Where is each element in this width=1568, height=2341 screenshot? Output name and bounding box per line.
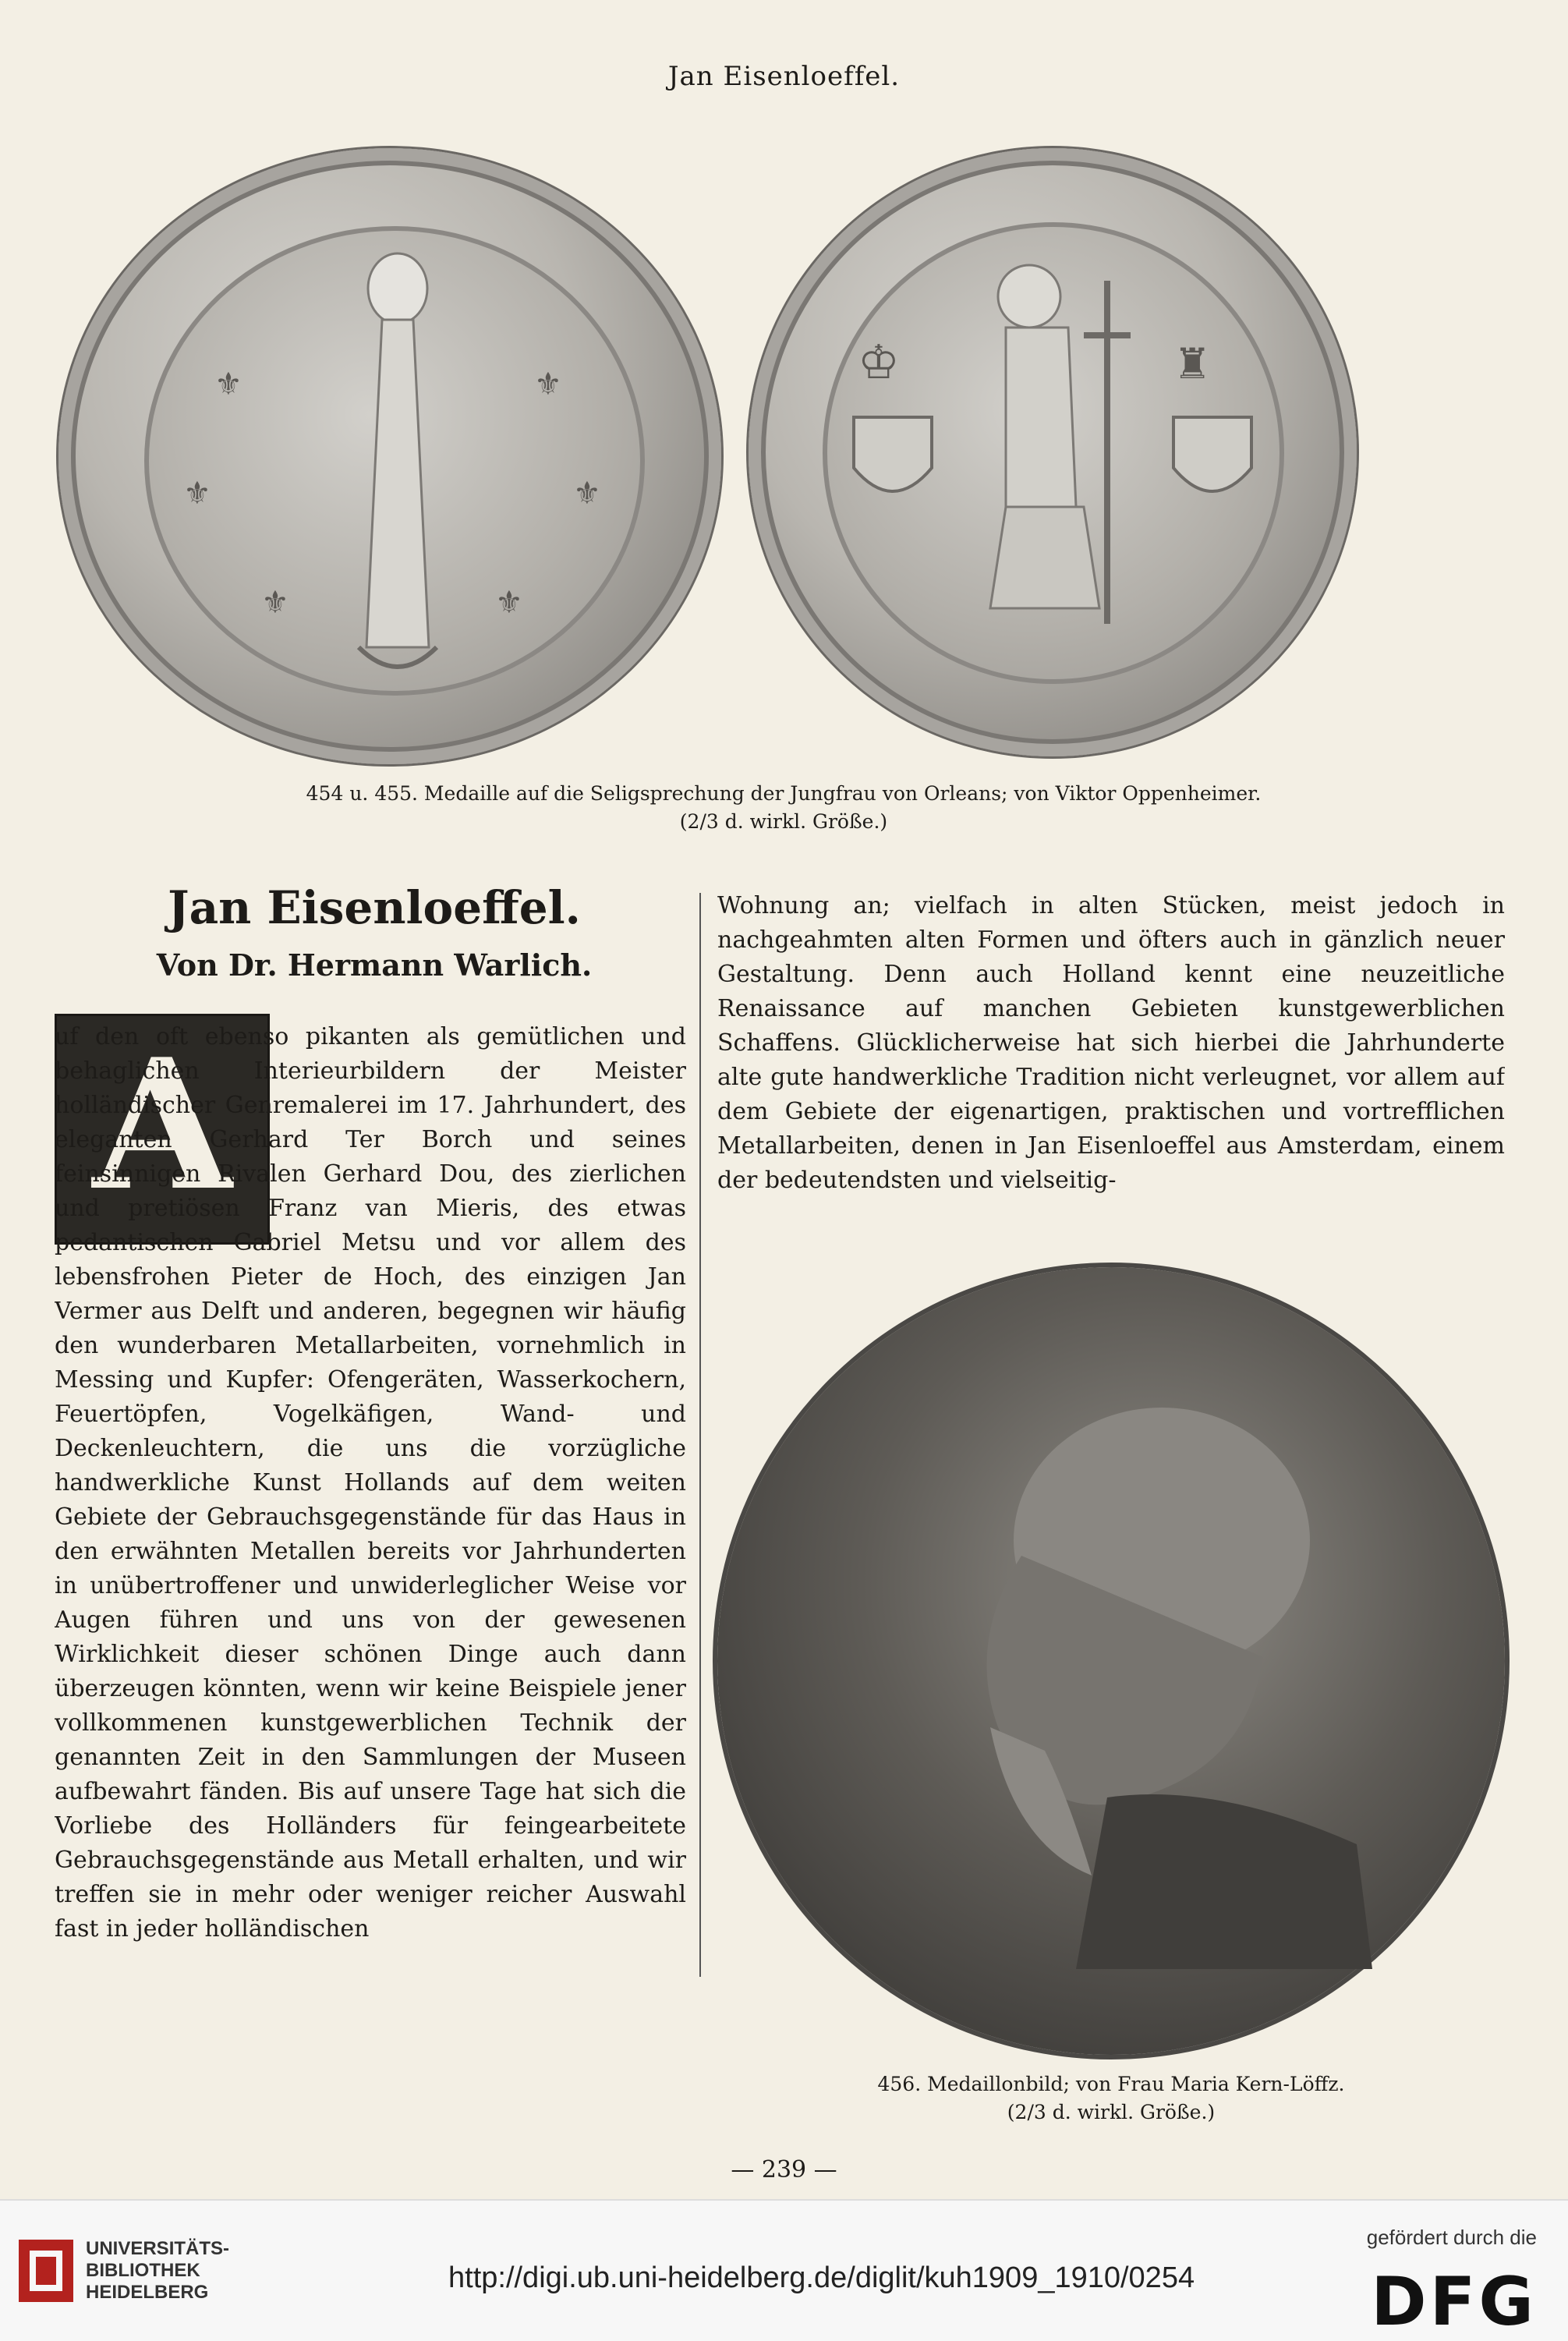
library-name-line: UNIVERSITÄTS- [86,2238,230,2259]
library-name-line: BIBLIOTHEK [86,2260,200,2281]
crown-icon: ♔ [858,335,900,390]
knight-figure-illustration [959,250,1146,655]
fleur-de-lis-icon: ⚜ [261,585,289,621]
article-column-left [55,1020,686,1979]
castle-icon: ♜ [1173,339,1212,388]
medal-image-knight [749,148,1357,756]
article-byline: Von Dr. Hermann Warlich. [156,947,593,983]
shield-icon [1170,413,1255,515]
medallion-portrait-image [717,1267,1505,2055]
shield-icon [850,413,936,515]
fleur-de-lis-icon: ⚜ [573,476,601,512]
article-paragraph: uf den oft ebenso pikanten als gemütlichen und behaglichen Interieurbildern der Meister holländischer Genremalerei im 17. Jahrhundert, des eleganten Gerhard Ter Borch und seines feinsinnigen Rivalen Gerhard Dou, des zierlichen und pretiösen Franz van Mieris, des etwas pedantischen Gabriel Metsu und vor allem des lebensfrohen Pieter de Hoch, des einzigen Jan Vermer aus Delft und anderen, begegnen wir häufig den wunderbaren Metallarbeiten, vornehmlich in Messing und Kupfer: Ofengeräten, Wasserkochern, Feuertöpfen, Vogelkäfigen, Wand- und Deckenleuchtern, die uns die vorzügliche handwerkliche Kunst Hollands auf dem weiten Gebiete der Gebrauchsgegenstände für das Haus in den erwähnten Metallen bereits vor Jahrhunderten in unübertroffener und unwiderleglicher Weise vor Augen führen und uns von der gewesenen Wirklichkeit dieser schönen Dinge auch dann überzeugen könnten, wenn wir keine Beispiele jener vollkommenen kunstgewerblichen Technik der genannten Zeit in den Sammlungen der Museen aufbewahrt fänden. Bis auf unsere Tage hat sich die Vorliebe des Holländers für feingearbeitete Gebrauchsgegenstände aus Metall erhalten, und wir treffen sie in mehr oder weniger reicher Auswahl fast in jeder holländischen [55,1023,686,1943]
running-head: Jan Eisenloeffel. [667,61,901,92]
fleur-de-lis-icon: ⚜ [534,367,562,402]
dfg-logo: DFG [1371,2263,1537,2341]
caption-line: 456. Medaillonbild; von Frau Maria Kern-Löffz. [877,2073,1345,2095]
permalink-url[interactable]: http://digi.ub.uni-heidelberg.de/diglit/kuh1909_1910/0254 [448,2261,1195,2294]
column-divider [699,893,701,1977]
university-library-logo-icon [19,2240,73,2302]
funding-label: gefördert durch die [1366,2226,1537,2249]
madonna-figure-illustration [335,242,460,678]
library-name [86,2238,229,2304]
page-number: — 239 — [731,2156,837,2183]
dropcap-letter: A [92,1020,232,1231]
bearded-man-profile-illustration [811,1361,1419,1969]
medal-image-virgin [58,148,721,764]
fleur-de-lis-icon: ⚜ [495,585,523,621]
caption-line: 454 u. 455. Medaille auf die Seligsprechung der Jungfrau von Orleans; von Viktor Oppenheimer. [306,782,1262,805]
caption-scale: (2/3 d. wirkl. Größe.) [679,810,888,834]
fleur-de-lis-icon: ⚜ [214,367,242,402]
caption-scale: (2/3 d. wirkl. Größe.) [1007,2101,1216,2124]
digitization-footer [0,2199,1568,2341]
library-name-line: HEIDELBERG [86,2282,209,2303]
article-column-right [717,889,1505,1240]
figure-caption-bottom [717,2070,1505,2127]
fleur-de-lis-icon: ⚜ [183,476,211,512]
figure-caption-top [94,780,1474,837]
article-title: Jan Eisenloeffel. [168,881,581,934]
article-paragraph: Wohnung an; vielfach in alten Stücken, meist jedoch in nachgeahmten alten Formen und öfters auch in gänzlich neuer Gestaltung. Denn auch Holland kennt eine neuzeitliche Renaissance auf manchen Gebieten kunstgewerblichen Schaffens. Glücklicherweise hat sich hierbei die Jahrhunderte alte gute handwerkliche Tradition nicht verleugnet, vor allem auf dem Gebiete der eigenartigen, praktischen und vortrefflichen Metallarbeiten, denen in Jan Eisenloeffel aus Amsterdam, einem der bedeutendsten und vielseitig- [717,892,1505,1194]
